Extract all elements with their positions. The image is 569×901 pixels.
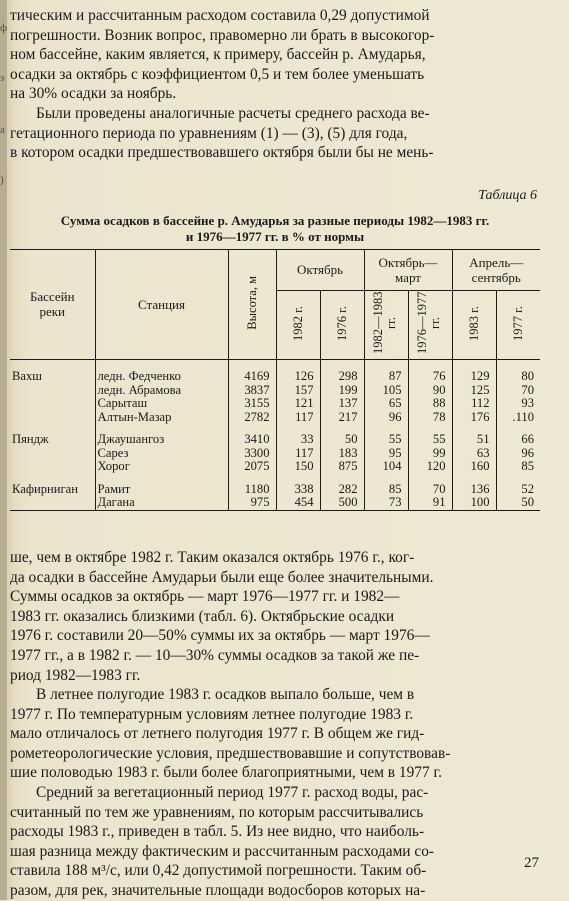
row-spacer	[10, 474, 540, 483]
margin-fragment: з	[0, 72, 5, 84]
text-line: ставила 188 м³/с, или 0,42 допустимой погрешности. Таким об-	[10, 862, 427, 880]
cell-station: Дагана	[95, 496, 228, 510]
text-line: осадки за октябрь с коэффициентом 0,5 и тем более уменьшать	[10, 65, 425, 83]
cell-value: 63	[452, 447, 496, 461]
paragraph-4	[10, 685, 540, 783]
text-line: 1983 гг. оказались близкими (табл. 6). Октябрьские осадки	[10, 607, 395, 625]
cell-value: 91	[408, 496, 452, 510]
cell-value: 500	[320, 496, 364, 510]
table-row	[10, 397, 540, 411]
text-line: шая разница между фактическим и рассчитанным расходами со-	[10, 842, 435, 860]
cell-value: 55	[364, 433, 408, 447]
text-line: в котором осадки предшествовавшего октября были бы не мень-	[10, 144, 434, 162]
subheader: 1976—1977 гг.	[408, 291, 452, 360]
cell-station: Сарез	[95, 447, 228, 461]
table-row	[10, 447, 540, 461]
cell-value: 33	[276, 433, 320, 447]
cell-basin	[10, 460, 95, 474]
text-line: Средний за вегетационный период 1977 г. расход воды, рас-	[36, 784, 429, 801]
cell-basin: Кафирниган	[12, 481, 78, 496]
text-line: да осадки в бассейне Амударьи были еще более значительными.	[10, 568, 434, 586]
subheader: 1982—1983 гг.	[364, 291, 408, 360]
text-line: 1977 г. По температурным условиям летнее полугодие 1983 г.	[10, 705, 414, 723]
cell-value: 160	[452, 460, 496, 474]
cell-value: 95	[364, 447, 408, 461]
cell-value: 136	[452, 483, 496, 497]
cell-value: 55	[408, 433, 452, 447]
table-row	[10, 433, 540, 447]
cell-station: ледн. Федченко	[95, 360, 228, 384]
text-line: ном бассейне, каким является, к примеру, бассейн р. Амударья,	[10, 46, 426, 64]
cell-value: 104	[364, 460, 408, 474]
text-line: рометеорологические условия, предшествовавшие и сопутствовав-	[10, 744, 451, 762]
cell-value: 96	[496, 447, 540, 461]
text-line: считанный по тем же уравнениям, по которым рассчитывались	[10, 803, 424, 821]
cell-basin	[10, 397, 95, 411]
cell-basin	[10, 447, 95, 461]
cell-value: 120	[408, 460, 452, 474]
cell-basin	[10, 411, 95, 425]
text-line: тическим и рассчитанным расходом составила 0,29 допустимой	[10, 7, 430, 24]
cell-value: 50	[320, 433, 364, 447]
cell-value: 150	[276, 460, 320, 474]
cell-value: 73	[364, 496, 408, 510]
paragraph-1	[10, 6, 540, 104]
cell-height: 3837	[228, 384, 276, 398]
cell-value: 70	[408, 483, 452, 497]
text-line: Были проведены аналогичные расчеты среднего расхода ве-	[36, 105, 430, 122]
cell-height: 3410	[228, 433, 276, 447]
text-line: разом, для рек, значительные площади водосборов которых на-	[10, 881, 426, 899]
subheader: 1982 г.	[276, 291, 320, 360]
cell-value: 117	[276, 447, 320, 461]
paragraph-5	[10, 783, 540, 901]
text-line: гетационного периода по уравнениям (1) — (3), (5) для года,	[10, 124, 408, 142]
margin-fragment: ф	[0, 22, 8, 34]
cell-value: 90	[408, 384, 452, 398]
precipitation-table	[10, 249, 540, 511]
paragraph-2	[10, 104, 540, 163]
cell-height: 4169	[228, 360, 276, 384]
cell-value: 76	[408, 360, 452, 384]
caption-line: Сумма осадков в бассейне р. Амударья за разные периоды 1982—1983 гг.	[60, 213, 490, 228]
text-line: расходы 1983 г., приведен в табл. 5. Из нее видно, что наиболь-	[10, 823, 425, 841]
cell-height: 975	[228, 496, 276, 510]
cell-value: 100	[452, 496, 496, 510]
cell-value: 125	[452, 384, 496, 398]
cell-height: 3155	[228, 397, 276, 411]
cell-value: 50	[496, 496, 540, 510]
table-caption	[10, 213, 540, 245]
cell-basin: Вахш	[12, 369, 42, 383]
col-header-station: Станция	[95, 250, 228, 360]
cell-value: 126	[276, 360, 320, 384]
cell-basin	[10, 384, 95, 398]
cell-value: 176	[452, 411, 496, 425]
table-row	[10, 411, 540, 425]
page-number: 27	[524, 855, 539, 871]
cell-value: 199	[320, 384, 364, 398]
cell-value: 52	[496, 483, 540, 497]
text-line: В летнее полугодие 1983 г. осадков выпало больше, чем в	[36, 686, 415, 703]
cell-value: 66	[496, 433, 540, 447]
cell-basin: Пяндж	[12, 432, 49, 446]
cell-basin	[10, 496, 95, 510]
table-row	[10, 496, 540, 510]
margin-fragment: а	[0, 124, 5, 136]
cell-value: 157	[276, 384, 320, 398]
cell-value: 112	[452, 397, 496, 411]
cell-station: Джаушангоз	[95, 433, 228, 447]
cell-value: 51	[452, 433, 496, 447]
cell-station: Рамит	[95, 483, 228, 497]
text-line: погрешности. Возник вопрос, правомерно ли брать в высокогор-	[10, 26, 435, 44]
text-line: риод 1982—1983 гг.	[10, 666, 141, 684]
subheader: 1976 г.	[320, 291, 364, 360]
cell-station: Алтын-Мазар	[95, 411, 228, 425]
cell-value: 217	[320, 411, 364, 425]
subheader: 1977 г.	[496, 291, 540, 360]
cell-value: 85	[496, 460, 540, 474]
text-line: мало отличалось от летнего полугодия 1977 г. В общем же гид-	[10, 725, 425, 743]
col-header-height: Высота, м	[228, 250, 276, 360]
cell-value: 80	[496, 360, 540, 384]
cell-height: 3300	[228, 447, 276, 461]
col-header-basin: Бассейн реки	[10, 250, 95, 360]
cell-value: 65	[364, 397, 408, 411]
col-header-oct-mar: Октябрь—март	[364, 250, 452, 291]
cell-value: .110	[496, 411, 540, 425]
cell-value: 105	[364, 384, 408, 398]
text-line: 1976 г. составили 20—50% суммы их за октябрь — март 1976—	[10, 627, 430, 645]
table-row	[10, 460, 540, 474]
text-line: Суммы осадков за октябрь — март 1976—1977 гг. и 1982—	[10, 588, 400, 606]
cell-value: 183	[320, 447, 364, 461]
table-row	[10, 483, 540, 497]
cell-value: 282	[320, 483, 364, 497]
col-header-october: Октябрь	[276, 250, 364, 291]
cell-value: 70	[496, 384, 540, 398]
table-number: Таблица 6	[478, 188, 537, 203]
cell-value: 117	[276, 411, 320, 425]
cell-value: 875	[320, 460, 364, 474]
cell-value: 121	[276, 397, 320, 411]
cell-value: 93	[496, 397, 540, 411]
cell-value: 87	[364, 360, 408, 384]
cell-height: 2075	[228, 460, 276, 474]
margin-fragment: )	[0, 174, 4, 186]
text-line: ше, чем в октябре 1982 г. Таким оказался октябрь 1976 г., ког-	[10, 549, 415, 566]
text-line: на 30% осадки за ноябрь.	[10, 85, 177, 103]
cell-value: 99	[408, 447, 452, 461]
text-line: 1977 гг., а в 1982 г. — 10—30% суммы осадков за такой же пе-	[10, 646, 420, 664]
cell-value: 88	[408, 397, 452, 411]
caption-line: и 1976—1977 гг. в % от нормы	[185, 229, 365, 244]
cell-height: 2782	[228, 411, 276, 425]
cell-value: 338	[276, 483, 320, 497]
cell-value: 85	[364, 483, 408, 497]
cell-station: Хорог	[95, 460, 228, 474]
table-row	[10, 384, 540, 398]
cell-value: 96	[364, 411, 408, 425]
row-spacer	[10, 424, 540, 433]
cell-station: ледн. Абрамова	[95, 384, 228, 398]
paragraph-3	[10, 548, 540, 685]
cell-value: 129	[452, 360, 496, 384]
cell-value: 78	[408, 411, 452, 425]
cell-value: 454	[276, 496, 320, 510]
table-row	[10, 360, 540, 384]
subheader: 1983 г.	[452, 291, 496, 360]
cell-value: 137	[320, 397, 364, 411]
col-header-apr-sep: Апрель—сентябрь	[452, 250, 540, 291]
cell-height: 1180	[228, 483, 276, 497]
cell-station: Сарыташ	[95, 397, 228, 411]
cell-value: 298	[320, 360, 364, 384]
text-line: шие половодью 1983 г. были более благоприятными, чем в 1977 г.	[10, 764, 442, 782]
